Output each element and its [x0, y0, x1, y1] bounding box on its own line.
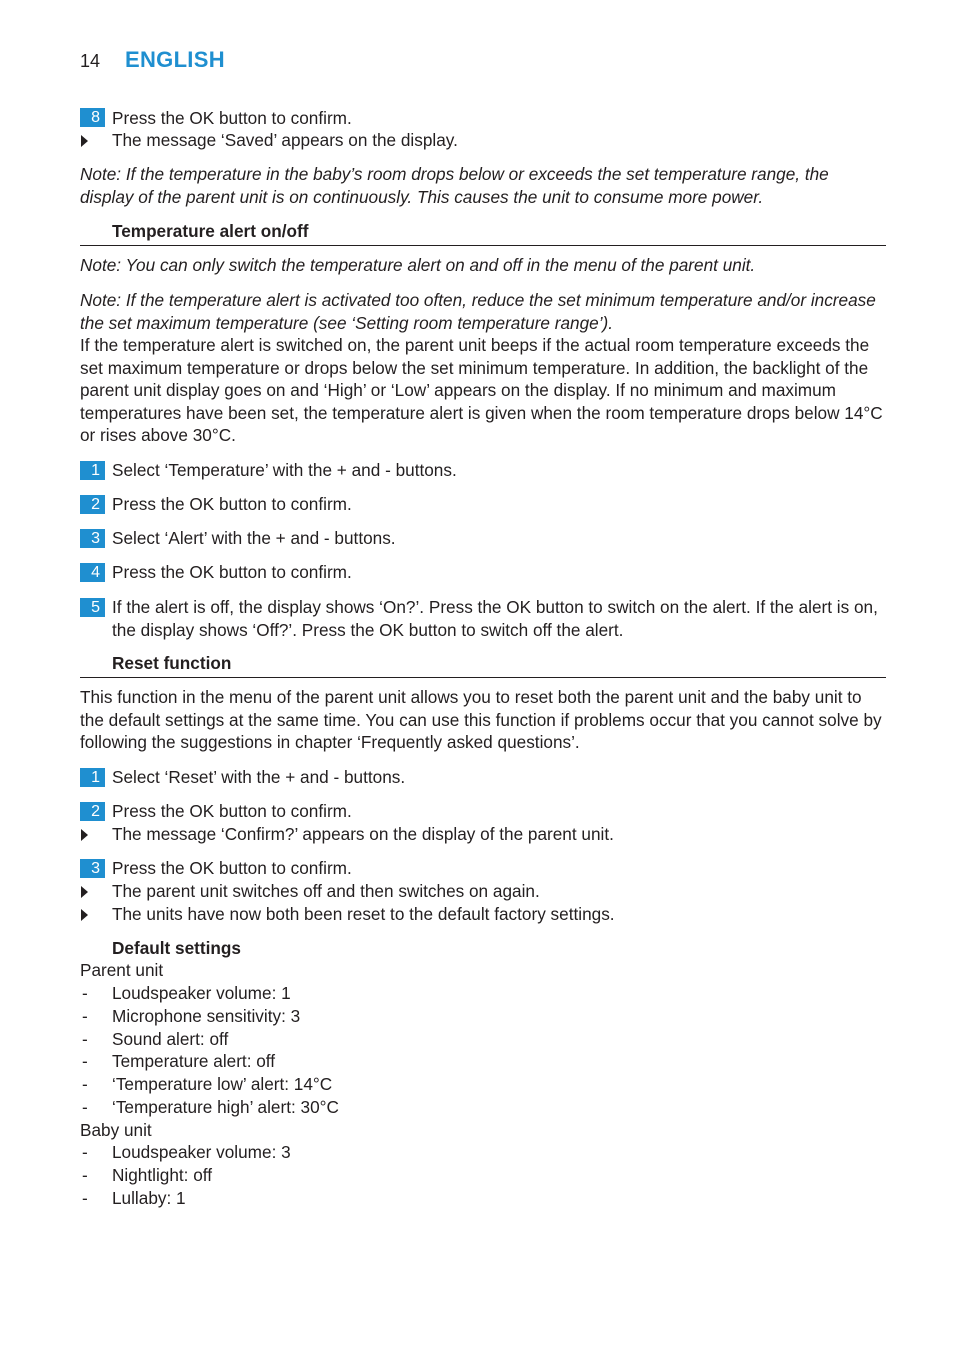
result-text: The message ‘Confirm?’ appears on the display of the parent unit.	[112, 824, 614, 844]
step-text: Press the OK button to confirm.	[112, 562, 352, 582]
step-text: Select ‘Temperature’ with the + and - buttons.	[112, 460, 457, 480]
note-alert-too-often: Note: If the temperature alert is activated too often, reduce the set minimum temperature and/or increase the set maximum temperature (see ‘Setting room temperature range’).	[80, 290, 876, 333]
paragraph-reset: This function in the menu of the parent unit allows you to reset both the parent unit and the baby unit to the default settings at the same time. You can use this function if problems occur that you cannot solve by following the suggestions in chapter ‘Frequently asked questions’.	[80, 687, 882, 753]
list-dash: -	[82, 1006, 88, 1026]
list-item: Microphone sensitivity: 3	[112, 1006, 301, 1026]
list-item: Temperature alert: off	[112, 1051, 276, 1071]
section-divider	[80, 677, 886, 678]
step-text: Select ‘Reset’ with the + and - buttons.	[112, 767, 406, 787]
list-item: ‘Temperature low’ alert: 14°C	[112, 1074, 333, 1094]
section-heading-reset: Reset function	[112, 653, 232, 673]
step-number: 4	[80, 563, 105, 582]
section-heading-default-settings: Default settings	[112, 938, 241, 958]
note-menu-parent-unit: Note: You can only switch the temperature alert on and off in the menu of the parent unit.	[80, 255, 756, 275]
list-item: Sound alert: off	[112, 1029, 229, 1049]
step-text: Select ‘Alert’ with the + and - buttons.	[112, 528, 396, 548]
list-item: Loudspeaker volume: 3	[112, 1142, 291, 1162]
parent-unit-label: Parent unit	[80, 960, 164, 980]
list-item: Nightlight: off	[112, 1165, 213, 1185]
step-text: If the alert is off, the display shows ‘On?’. Press the OK button to switch on the alert. If the alert is on, the display shows ‘Off?’. Press the OK button to switch off the alert.	[112, 597, 878, 640]
step-text: Press the OK button to confirm.	[112, 858, 352, 878]
step-text: Press the OK button to confirm.	[112, 108, 352, 128]
list-dash: -	[82, 1051, 88, 1071]
step-number: 2	[80, 495, 105, 514]
paragraph-temperature-alert: If the temperature alert is switched on, the parent unit beeps if the actual room temperature exceeds the set maximum temperature or drops below the set minimum temperature. In addition, the backlight of the parent unit display goes on and ‘High’ or ‘Low’ appears on the display. If no minimum and maximum temperatures have been set, the temperature alert is given when the room temperature drops below 14°C or rises above 30°C.	[80, 335, 883, 446]
step-number: 5	[80, 598, 105, 617]
result-arrow-icon	[81, 135, 88, 147]
section-divider	[80, 245, 886, 246]
step-number: 1	[80, 461, 105, 480]
result-arrow-icon	[81, 886, 88, 898]
baby-unit-label: Baby unit	[80, 1120, 152, 1140]
language-heading: ENGLISH	[125, 47, 225, 72]
list-dash: -	[82, 1074, 88, 1094]
result-arrow-icon	[81, 829, 88, 841]
result-text: The units have now both been reset to the default factory settings.	[112, 904, 615, 924]
step-number: 8	[80, 108, 105, 127]
result-text: The message ‘Saved’ appears on the display.	[112, 130, 458, 150]
list-dash: -	[82, 1188, 88, 1208]
list-item: Loudspeaker volume: 1	[112, 983, 291, 1003]
step-text: Press the OK button to confirm.	[112, 494, 352, 514]
page-number: 14	[80, 51, 101, 71]
note-display-continuous: Note: If the temperature in the baby’s room drops below or exceeds the set temperature range, the display of the parent unit is on continuously. This causes the unit to consume more power.	[80, 164, 829, 207]
step-text: Press the OK button to confirm.	[112, 801, 352, 821]
list-dash: -	[82, 1165, 88, 1185]
step-number: 3	[80, 529, 105, 548]
step-number: 1	[80, 768, 105, 787]
section-heading-temperature-alert: Temperature alert on/off	[112, 221, 309, 241]
step-number: 2	[80, 802, 105, 821]
list-item: Lullaby: 1	[112, 1188, 186, 1208]
step-number: 3	[80, 859, 105, 878]
list-dash: -	[82, 1097, 88, 1117]
list-dash: -	[82, 983, 88, 1003]
list-dash: -	[82, 1029, 88, 1049]
list-item: ‘Temperature high’ alert: 30°C	[112, 1097, 339, 1117]
result-text: The parent unit switches off and then switches on again.	[112, 881, 540, 901]
list-dash: -	[82, 1142, 88, 1162]
result-arrow-icon	[81, 909, 88, 921]
